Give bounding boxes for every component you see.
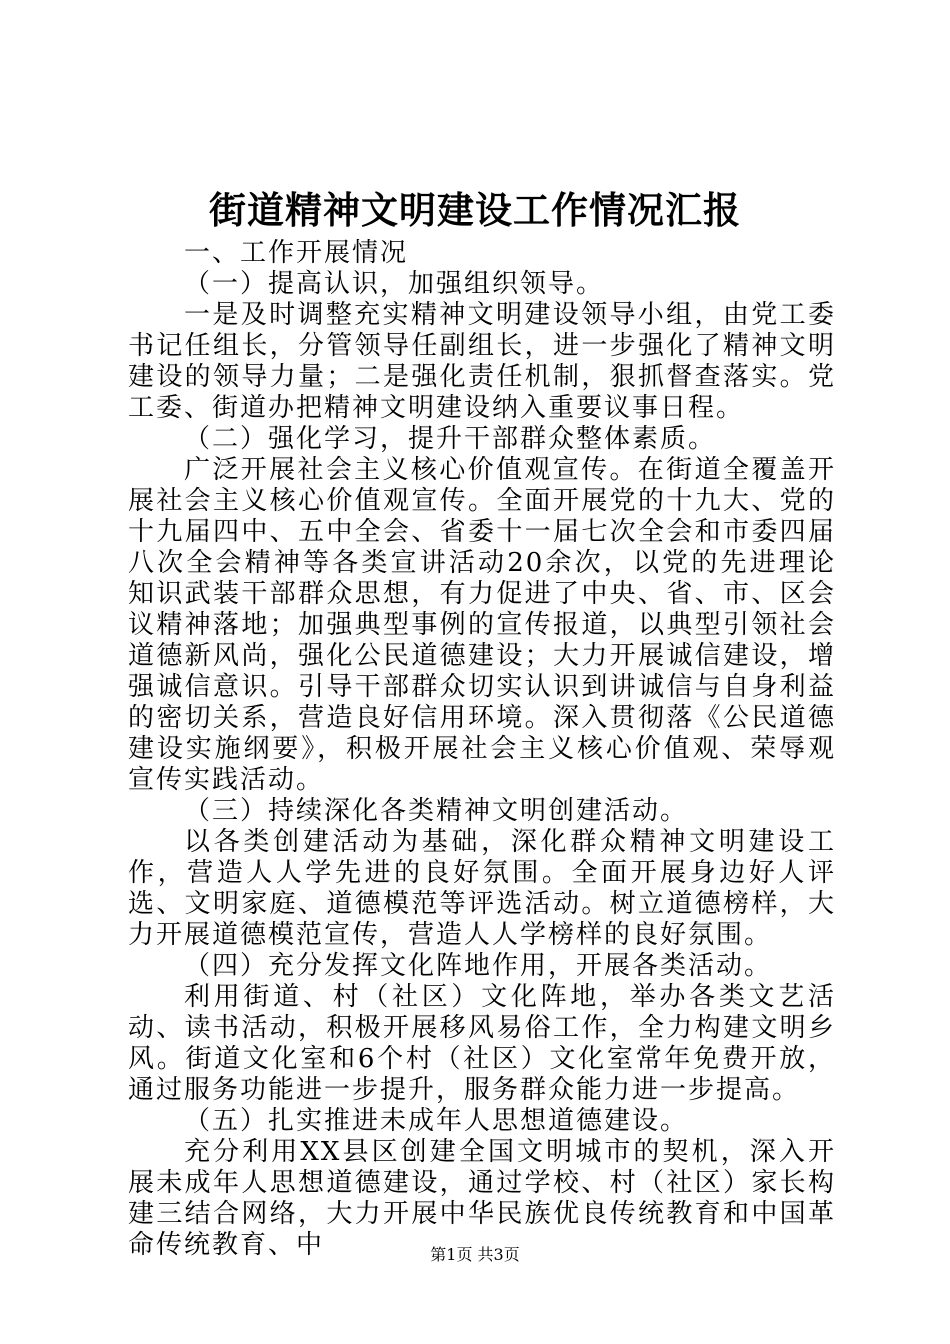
body-paragraph: 利用街道、村（社区）文化阵地，举办各类文艺活动、读书活动，积极开展移风易俗工作，全力构建文明乡风。街道文化室和6个村（社区）文化室常年免费开放，通过服务功能进一步提升，服务群众能力进一步提高。 <box>128 982 836 1105</box>
section-heading: 一、工作开展情况 <box>184 238 409 268</box>
body-paragraph: 一是及时调整充实精神文明建设领导小组，由党工委书记任组长，分管领导任副组长，进一步强化了精神文明建设的领导力量；二是强化责任机制，狠抓督查落实。党工委、街道办把精神文明建设纳入重要议事日程。 <box>128 300 836 423</box>
body-paragraph: 广泛开展社会主义核心价值观宣传。在街道全覆盖开展社会主义核心价值观宣传。全面开展党的十九大、党的十九届四中、五中全会、省委十一届七次全会和市委四届八次全会精神等各类宣讲活动20余次，以党的先进理论知识武装干部群众思想，有力促进了中央、省、市、区会议精神落地；加强典型事例的宣传报道，以典型引领社会道德新风尚，强化公民道德建设；大力开展诚信建设，增强诚信意识。引导干部群众切实认识到讲诚信与自身利益的密切关系，营造良好信用环境。深入贯彻落《公民道德建设实施纲要》，积极开展社会主义核心价值观、荣辱观宣传实践活动。 <box>128 455 836 795</box>
body-paragraph: 充分利用XX县区创建全国文明城市的契机，深入开展未成年人思想道德建设，通过学校、村（社区）家长构建三结合网络，大力开展中华民族优良传统教育和中国革命传统教育、中 <box>128 1137 836 1260</box>
subsection-heading: （四）充分发挥文化阵地作用，开展各类活动。 <box>184 951 773 981</box>
page-footer: 第1页 共3页 <box>430 1245 520 1264</box>
subsection-heading: （五）扎实推进未成年人思想道德建设。 <box>184 1106 689 1136</box>
document-title: 街道精神文明建设工作情况汇报 <box>209 188 741 232</box>
subsection-heading: （二）强化学习，提升干部群众整体素质。 <box>184 424 717 454</box>
document-body <box>128 238 836 1261</box>
body-paragraph: 以各类创建活动为基础，深化群众精神文明建设工作，营造人人学先进的良好氛围。全面开展身边好人评选、文明家庭、道德模范等评选活动。树立道德榜样，大力开展道德模范宣传，营造人人学榜样的良好氛围。 <box>128 827 836 950</box>
subsection-heading: （一）提高认识，加强组织领导。 <box>184 269 605 299</box>
subsection-heading: （三）持续深化各类精神文明创建活动。 <box>184 796 689 826</box>
